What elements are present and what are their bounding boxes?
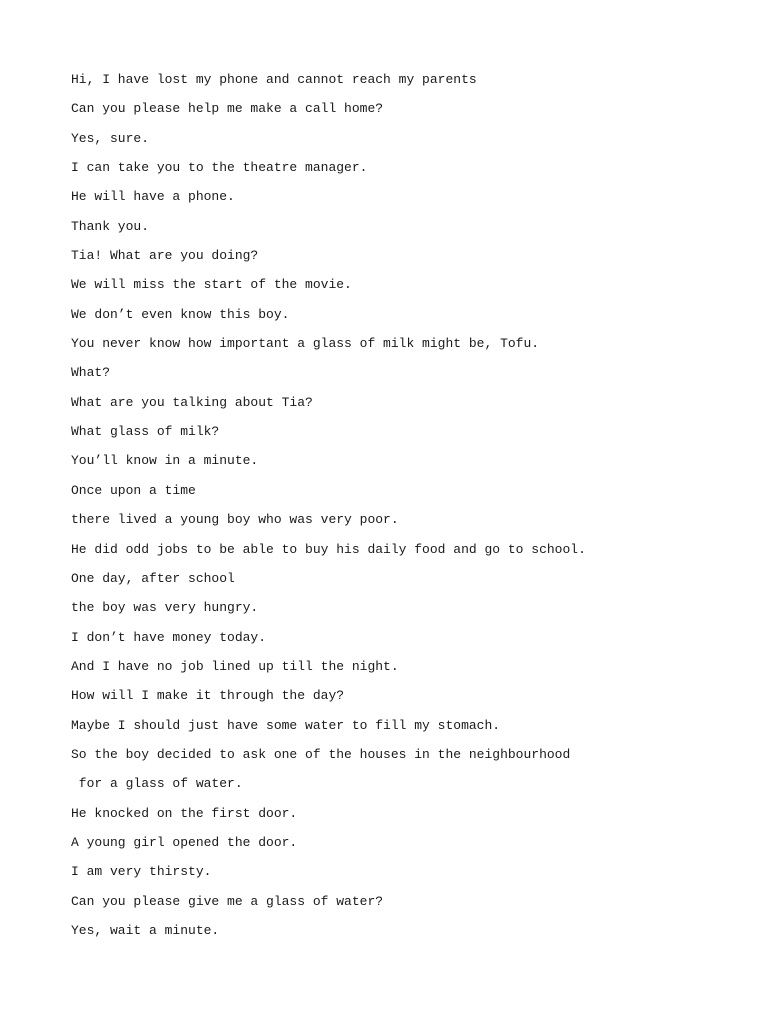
text-line: You’ll know in a minute. xyxy=(71,453,259,469)
text-line: What glass of milk? xyxy=(71,424,220,440)
text-line: I don’t have money today. xyxy=(71,629,267,645)
text-line: I am very thirsty. xyxy=(71,864,212,880)
text-line: I can take you to the theatre manager. xyxy=(71,160,368,176)
text-line: Thank you. xyxy=(71,218,150,234)
text-line: there lived a young boy who was very poor. xyxy=(71,512,399,528)
text-line: Once upon a time xyxy=(71,482,196,498)
text-line: We don’t even know this boy. xyxy=(71,306,290,322)
text-line: What are you talking about Tia? xyxy=(71,394,313,410)
text-line: Yes, sure. xyxy=(71,130,150,146)
text-line: He did odd jobs to be able to buy his daily food and go to school. xyxy=(71,541,586,557)
text-lines xyxy=(71,71,586,951)
text-line: Can you please give me a glass of water? xyxy=(71,893,384,909)
text-line: How will I make it through the day? xyxy=(71,688,345,704)
text-line: What? xyxy=(71,365,111,381)
text-line: And I have no job lined up till the night. xyxy=(71,658,399,674)
text-line: He will have a phone. xyxy=(71,189,235,205)
text-line: So the boy decided to ask one of the houses in the neighbourhood xyxy=(71,746,571,762)
text-line: Hi, I have lost my phone and cannot reach my parents xyxy=(71,72,477,87)
text-line: He knocked on the first door. xyxy=(71,805,298,821)
text-line: the boy was very hungry. xyxy=(71,600,259,616)
text-line: Maybe I should just have some water to fill my stomach. xyxy=(71,717,501,733)
text-line: We will miss the start of the movie. xyxy=(71,277,352,293)
text-line: Can you please help me make a call home? xyxy=(71,101,384,117)
text-line: Yes, wait a minute. xyxy=(71,922,220,938)
text-line: A young girl opened the door. xyxy=(71,834,298,850)
text-line: Tia! What are you doing? xyxy=(71,248,259,264)
text-line: One day, after school xyxy=(71,570,235,586)
text-line: for a glass of water. xyxy=(71,776,243,792)
text-line: You never know how important a glass of milk might be, Tofu. xyxy=(71,336,540,352)
